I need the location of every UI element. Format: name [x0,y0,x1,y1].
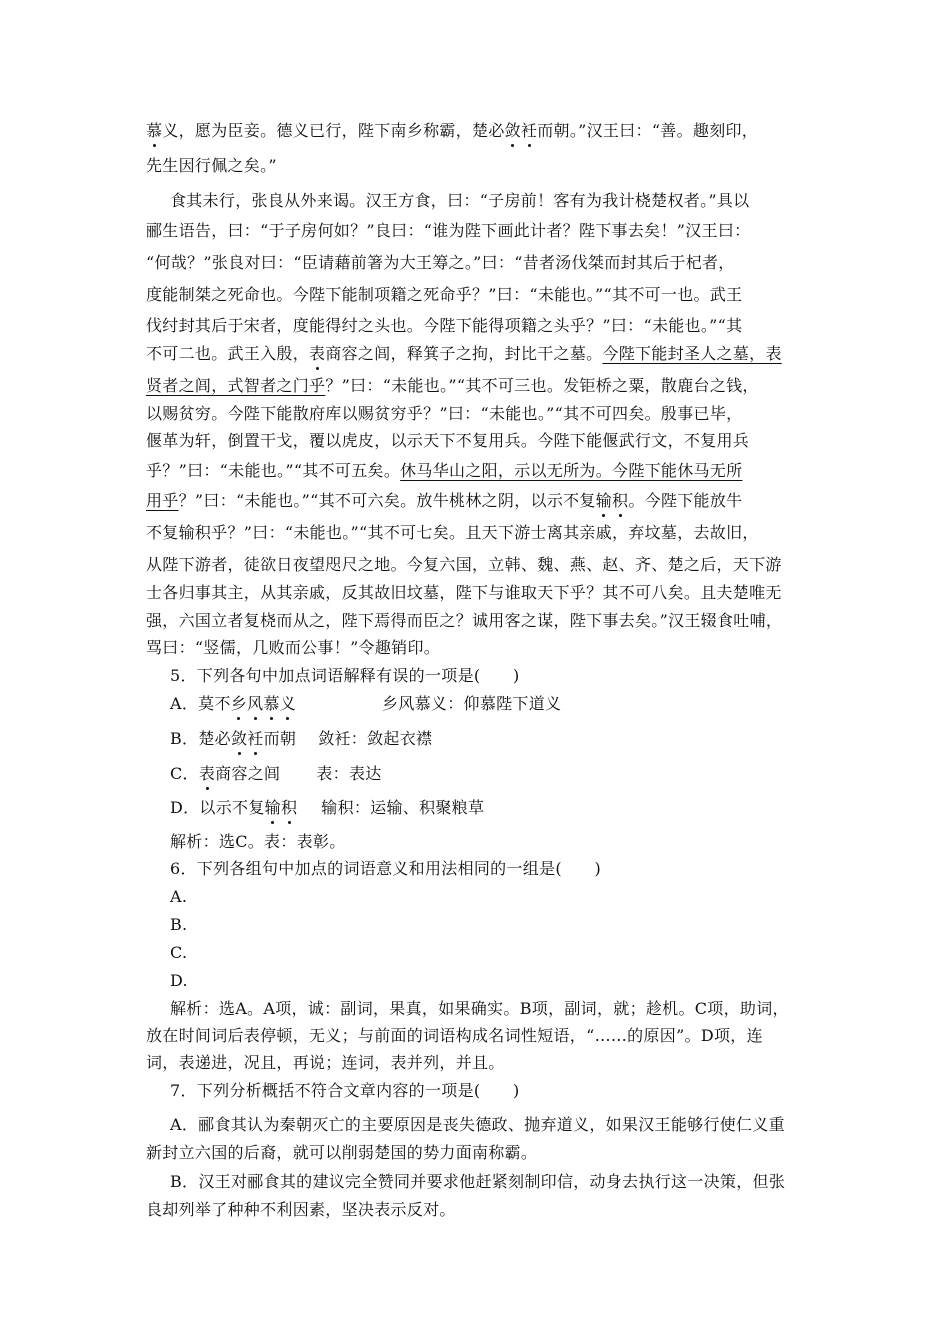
question-7-option-a: 新封立六国的后裔，就可以削弱楚国的势力面南称霸。 [146,1143,538,1162]
question-7-option-a: A．郦食其认为秦朝灭亡的主要原因是丧失德政、抛弃道义，如果汉王能够行使仁义重 [170,1115,785,1134]
passage-line: 士各归事其主，从其亲戚，反其故旧坟墓，陛下与谁取天下乎？其不可八矣。且夫楚唯无 [146,583,782,602]
question-5-stem: 5．下列各句中加点词语解释有误的一项是( ) [170,666,520,685]
passage-line: 从陛下游者，徒欲日夜望咫尺之地。今复六国，立韩、魏、燕、赵、齐、楚之后，天下游 [146,555,782,574]
dotted-char: 衽 [520,121,538,140]
passage-line: 强，六国立者复桡而从之，陛下焉得而臣之？诚用客之谋，陛下事去矣。”汉王辍食吐哺， [146,611,783,630]
question-5-option-d: D．以示不复输积 输积：运输、积聚粮草 [170,798,485,817]
question-7-option-b: B．汉王对郦食其的建议完全赞同并要求他赶紧刻制印信，动身去执行这一决策，但张 [170,1172,786,1191]
question-6-option-b: B. [170,915,188,934]
question-5-option-a: A．莫不乡风慕义 乡风慕义：仰慕陛下道义 [170,694,562,713]
passage-line: 贤者之闾，式智者之门乎？”曰：“未能也。”“其不可三也。发钜桥之粟，散鹿台之钱， [146,376,759,395]
question-5-option-b: B．楚必敛衽而朝 敛衽：敛起衣襟 [170,729,433,748]
dotted-char: 慕 [146,121,163,140]
dotted-char: 输 [595,491,613,510]
passage-line: 以赐贫穷。今陛下能散府库以赐贫穷乎？”曰：“未能也。”“其不可四矣。殷事已毕， [146,404,743,423]
passage-line: 郦生语告，曰：“于子房何如？”良曰：“谁为陛下画此计者？陛下事去矣！”汉王曰： [146,221,751,240]
question-6-answer: 解析：选A。A项，诚：副词，果真，如果确实。B项，副词，就；趁机。C项，助词， [170,999,789,1018]
dotted-char: 敛 [504,121,521,140]
question-6-answer: 放在时间词后表停顿，无义；与前面的词语构成名词性短语，“……的原因”。D项，连 [146,1026,763,1045]
passage-line: 先生因行佩之矣。” [146,156,277,175]
underlined-sentence: 今陛下能封圣人之墓，表 [602,344,782,363]
dotted-char: 积 [612,491,629,510]
underlined-sentence: 用乎 [146,491,179,510]
passage-line: 慕义，愿为臣妾。德义已行，陛下南乡称霸，楚必敛衽而朝。”汉王曰：“善。趣刻印， [146,121,759,140]
dotted-char: 表 [309,344,326,363]
question-6-answer: 词，表递进，况且，再说；连词，表并列，并且。 [146,1053,505,1072]
passage-line: “何哉？”张良对曰：“臣请藉前箸为大王筹之。”曰：“昔者汤伐桀而封其后于杞者， [146,253,735,272]
passage-line: 度能制桀之死命也。今陛下能制项籍之死命乎？”曰：“未能也。”“其不可一也。武王 [146,285,743,304]
underlined-sentence: 休马华山之阳，示以无所为。今陛下能休马无所 [400,461,743,480]
passage-line: 食其未行，张良从外来谒。汉王方食，曰：“子房前！客有为我计桡楚权者。”具以 [170,191,750,210]
question-6-option-a: A. [170,887,188,906]
question-6-stem: 6．下列各组句中加点的词语意义和用法相同的一组是( ) [170,859,602,878]
question-5-answer: 解析：选C。表：表彰。 [170,832,346,851]
question-6-option-c: C. [170,943,188,962]
passage-line: 用乎？”曰：“未能也。”“其不可六矣。放牛桃林之阴，以示不复输积。今陛下能放牛 [146,491,743,510]
question-7-stem: 7．下列分析概括不符合文章内容的一项是( ) [170,1081,520,1100]
passage-line: 骂曰：“竖儒，几败而公事！”令趣销印。 [146,638,441,657]
passage-line: 伐纣封其后于宋者，度能得纣之头也。今陛下能得项籍之头乎？”曰：“未能也。”“其 [146,316,743,335]
passage-line: 不可二也。武王入殷，表商容之闾，释箕子之拘，封比干之墓。今陛下能封圣人之墓，表 [146,344,782,363]
question-6-option-d: D. [170,971,188,990]
passage-line: 不复输积乎？”曰：“未能也。”“其不可七矣。且天下游士离其亲戚，弃坟墓，去故旧， [146,523,759,542]
passage-line: 偃革为轩，倒置干戈，覆以虎皮，以示天下不复用兵。今陛下能偃武行文，不复用兵 [146,431,750,450]
question-7-option-b: 良却列举了种种不利因素，坚决表示反对。 [146,1200,456,1219]
passage-line: 乎？”曰：“未能也。”“其不可五矣。休马华山之阳，示以无所为。今陛下能休马无所 [146,461,743,480]
underlined-sentence: 贤者之闾，式智者之门乎 [146,376,326,395]
question-5-option-c: C．表商容之闾 表：表达 [170,764,382,783]
